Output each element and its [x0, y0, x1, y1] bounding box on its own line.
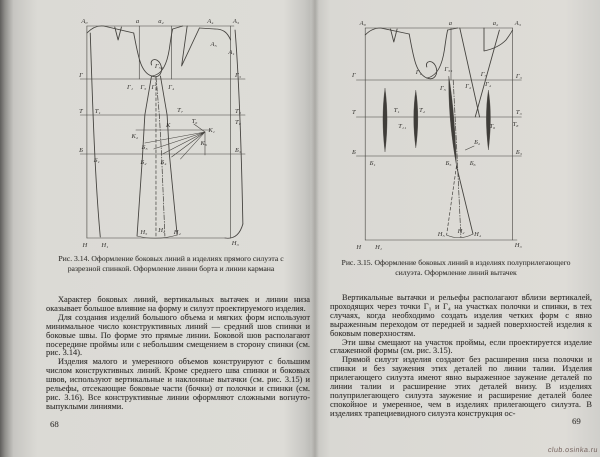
figure-point-label: Т₃ — [235, 108, 241, 115]
figure-point-label: Г₅ — [440, 85, 446, 92]
figure-point-label: а — [448, 20, 453, 27]
figure-3-14 — [78, 16, 254, 252]
figure-point-label: Н₅ — [437, 231, 445, 238]
figure-point-label: Б₅ — [141, 144, 148, 151]
figure-point-label: Н₁ — [101, 242, 109, 249]
figure-point-label: Н₁ — [375, 244, 383, 251]
figure-point-label: Б₃ — [235, 147, 242, 154]
waist-darts — [383, 76, 491, 166]
figure-point-label: Б₂ — [140, 159, 147, 166]
body-paragraph: Вертикальные вытачки и рельефы располагают вблизи вертикалей, проходящих через точки Г₁ и Г₄ на участках полочки и спинки, в тех случаях, когда необходимо создать изделия четких форм с явно выраженным переходом от передней и задней поверхностей изделия к боковым поверхностям. — [330, 293, 592, 338]
figure-3-15 — [352, 18, 528, 254]
figure-point-label: А₃ — [232, 18, 240, 25]
figure-point-label: Н₄ — [173, 229, 181, 236]
left-page — [30, 0, 312, 457]
construction-grid — [80, 26, 245, 238]
back-piece-outline — [87, 26, 152, 237]
figure-point-label: А₀ — [359, 20, 366, 27]
figure-point-label: Б₁ — [369, 160, 376, 167]
figure-point-label: Т₁ — [94, 108, 101, 115]
figure-point-label: а — [135, 18, 140, 25]
figure-point-label: Т₁₁ — [398, 123, 407, 130]
figure-point-label: Н — [82, 242, 88, 249]
figure-point-label: Т — [352, 109, 356, 116]
watermark: club.osinka.ru — [547, 445, 599, 454]
figure-caption: Рис. 3.15. Оформление боковых линий в изделиях полуприлегающего силуэта. Оформление линий вытачек — [341, 258, 571, 277]
figure-point-label: а₂ — [158, 18, 164, 25]
figure-point-label: Г — [352, 72, 356, 79]
figure-point-label: Г₃ — [235, 72, 242, 79]
body-paragraph: Эти швы смещают на участок проймы, если проектируется изделие сглаженной формы (см. рис. 3.15). — [330, 337, 592, 356]
figure-point-label: Т — [79, 108, 83, 115]
figure-point-label: Т₆ — [489, 123, 496, 130]
figure-caption: Рис. 3.14. Оформление боковых линий в изделиях прямого силуэта с разрезной спинкой. Оформление линии борта и линии кармана — [58, 254, 284, 273]
construction-grid — [356, 28, 521, 240]
figure-point-label: Г₁ — [127, 84, 134, 91]
figure-point-label: Б — [352, 149, 356, 156]
figure-point-label: Н₃ — [231, 240, 239, 247]
figure-point-label: А₃ — [514, 20, 522, 27]
figure-point-label: Т₈ — [512, 121, 519, 128]
body-paragraph: Для создания изделий большого объема и мягких форм используют минимальное число конструктивных линий — средний шов спинки и боковые швы. По форме это прямые линии. Боковой шов располагают посередине проймы или с небольшим смещением в сторону спинки (см. рис. 3.14). — [46, 312, 310, 358]
figure-point-label: Г₁ — [415, 69, 422, 76]
page-number: 68 — [50, 419, 59, 429]
figure-point-label: Б₆ — [469, 160, 476, 167]
page-number: 69 — [572, 416, 581, 426]
figure-point-label: Б₄ — [160, 159, 167, 166]
figure-point-label: Г — [79, 72, 83, 79]
body-text — [330, 294, 592, 419]
figure-point-label: Н₃ — [514, 242, 522, 249]
right-page — [306, 0, 600, 457]
body-text — [46, 296, 310, 412]
figure-point-label: Б₁ — [93, 157, 100, 164]
figure-point-label: Г₂ — [465, 83, 472, 90]
figure-point-label: Н₂ — [457, 228, 465, 235]
figure-point-label: Г₂ — [151, 84, 158, 91]
book-scan — [14, 0, 600, 457]
figure-point-label: Г₅₁ — [154, 63, 164, 70]
figure-point-label: Т₈ — [235, 119, 241, 126]
figure-point-label: Г₃ — [515, 73, 522, 80]
figure-point-label: А₀ — [81, 18, 88, 25]
figure-point-label: Н₂ — [158, 227, 166, 234]
figure-point-label: Н₅ — [140, 229, 148, 236]
figure-point-label: Б₅ — [445, 160, 452, 167]
figure-point-label: Б₃ — [515, 149, 522, 156]
figure-point-label: Т₇ — [177, 107, 184, 114]
figure-point-label: К₆ — [200, 140, 208, 147]
figure-point-label: Г₅ — [140, 84, 147, 91]
figure-point-label: К₁ — [208, 127, 215, 134]
body-paragraph: Прямой силуэт изделия создают без расширения низа полочки и спинки и без заужения этих деталей по линии талии. Изделия прилегающего силуэта имеют явно выраженное заужение деталей по линии талии и расширение этих деталей внизу. В изделиях полуприлегающего силуэта заужение и расширение деталей более спокойное и умеренное, чем в изделиях прилегающего силуэта. В изделиях трапециевидного силуэта конструкция ос- — [330, 355, 592, 418]
figure-point-label: К — [166, 122, 171, 129]
figure-point-label: А₅ — [210, 41, 217, 48]
body-paragraph: Характер боковых линий, вертикальных вытачек и линии низа оказывает большое влияние на форму и силуэт проектируемого изделия. — [46, 295, 310, 313]
figure-point-label: А₄ — [207, 18, 214, 25]
figure-point-label: Т₆ — [191, 118, 198, 125]
side-seam-lines — [137, 76, 177, 238]
figure-point-label: Т₃ — [515, 109, 522, 116]
body-paragraph: Изделия малого и умеренного объемов конструируют с большим числом конструктивных линий. Кроме среднего шва спинки и боковых швов, используют вертикальные и наклонные вытачки (см. рис. 3.15) и рельефы, отсекающие боковые части (бочки) от полочки и спинки (см. рис. 3.16). Все конструктивные линии оформляют сложными вогнуто-выпуклыми линиями. — [46, 357, 310, 411]
figure-point-label: Г₅₁ — [444, 66, 453, 73]
figure-point-label: Б — [79, 147, 83, 154]
figure-point-label: А₁ — [228, 49, 235, 56]
figure-point-label: К₂ — [131, 133, 139, 140]
figure-point-label: а₂ — [492, 20, 499, 27]
figure-point-label: Т₁ — [393, 107, 400, 114]
figure-point-label: Т₄ — [419, 107, 425, 114]
figure-point-label: Б₂ — [474, 139, 481, 146]
figure-point-label: Г₇ — [480, 71, 487, 78]
figure-point-label: Н₄ — [474, 231, 482, 238]
figure-point-label: Г₄ — [168, 84, 175, 91]
figure-point-label: Н — [356, 244, 362, 251]
figure-point-label: Г₄ — [485, 81, 492, 88]
scan-edge-strip — [0, 0, 14, 457]
